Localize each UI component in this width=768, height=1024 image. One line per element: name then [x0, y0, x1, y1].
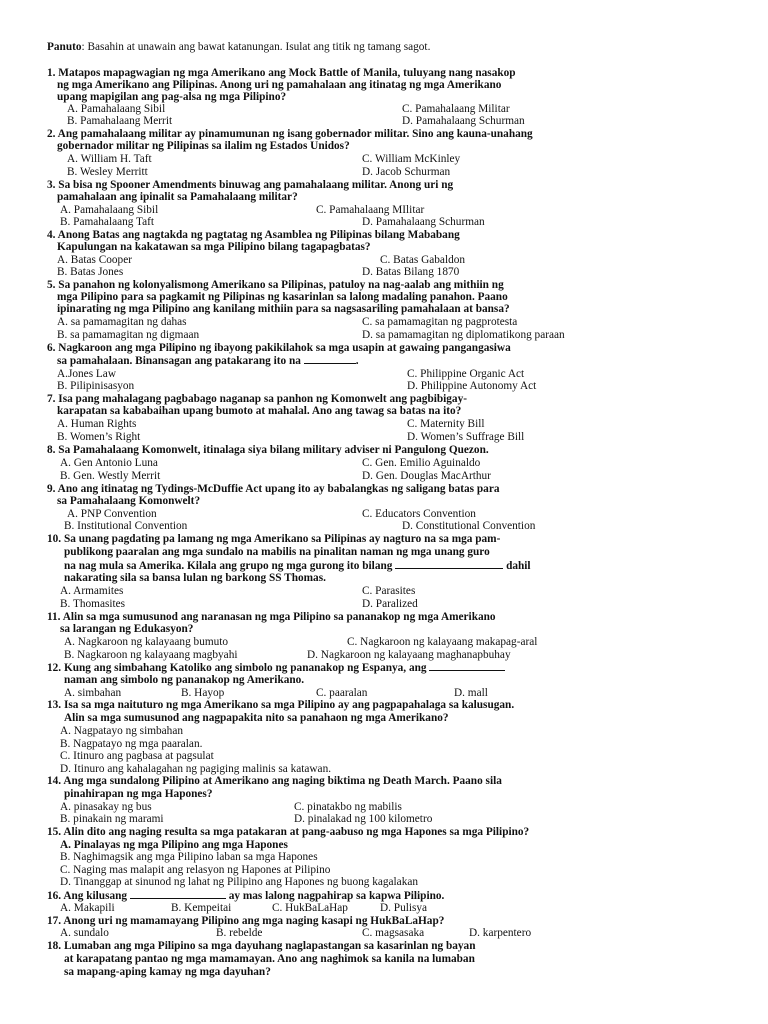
question-11-stem-line-2: sa larangan ng Edukasyon? [60, 623, 194, 635]
question-6-choice-b: B. Pilipinisasyon [57, 380, 135, 392]
question-8-choice-a: A. Gen Antonio Luna [60, 457, 158, 469]
question-15-choice-d: D. Tinanggap at sinunod ng lahat ng Pilipino ang Hapones ng buong kagalakan [60, 876, 419, 888]
question-9-choice-c: C. Educators Convention [362, 508, 476, 520]
question-18-stem-line-2: at karapatang pantao ng mga mamamayan. Ano ang naghimok sa kanila na lumaban [64, 953, 475, 965]
question-9-stem-line-2: sa Pamahalaang Komonwelt? [57, 495, 201, 507]
question-14-choice-c: C. pinatakbo ng mabilis [294, 801, 402, 813]
answer-blank [130, 889, 226, 899]
question-4-choice-d: D. Batas Bilang 1870 [362, 266, 460, 278]
question-1-choice-d: D. Pamahalaang Schurman [402, 115, 525, 127]
question-9-choice-d: D. Constitutional Convention [402, 520, 536, 532]
question-11-choice-c: C. Nagkaroon ng kalayaang makapag-aral [347, 636, 538, 648]
question-16-stem-text-2: ay mas lalong nagpahirap sa kapwa Pilipino. [228, 890, 445, 902]
question-3-stem-line-2: pamahalaan ang ipinalit sa Pamahalaang militar? [57, 191, 298, 203]
question-12-choice-c: C. paaralan [316, 687, 368, 699]
question-4-stem-line-2: Kapulungan na kakatawan sa mga Pilipino bilang tagapagbatas? [57, 241, 371, 253]
question-4-stem-line-1: 4. Anong Batas ang nagtakda ng pagtatag ng Asamblea ng Pilipinas bilang Mababang [47, 229, 460, 241]
question-1-stem-line-2: ng mga Amerikano ang Pilipinas. Anong uri ng pamahalaan ang itinatag ng mga Amerikano [57, 79, 502, 91]
question-10-stem-line-1: 10. Sa unang pagdating pa lamang ng mga Amerikano sa Pilipinas ay nagturo na sa mga pam- [47, 533, 501, 545]
question-8-choice-d: D. Gen. Douglas MacArthur [362, 470, 491, 482]
question-13-stem-line-1: 13. Isa sa mga naituturo ng mga Amerikano sa mga Pilipino ay ang pagpapahalaga sa kalusugan. [47, 699, 515, 711]
question-2-choice-c: C. William McKinley [362, 153, 461, 165]
question-15-choice-c: C. Naging mas malapit ang relasyon ng Hapones at Pilipino [60, 864, 331, 876]
question-12-choice-b: B. Hayop [181, 687, 225, 699]
question-7-choice-a: A. Human Rights [57, 418, 137, 430]
question-4-choice-b: B. Batas Jones [57, 266, 124, 278]
question-1-choice-b: B. Pamahalaang Merrit [67, 115, 173, 127]
question-1-stem-line-1: 1. Matapos mapagwagian ng mga Amerikano ang Mock Battle of Manila, tuluyang nang nasakop [47, 67, 516, 79]
question-6-choice-c: C. Philippine Organic Act [407, 368, 525, 380]
answer-blank [304, 354, 356, 364]
question-6-stem-line-1: 6. Nagkaroon ang mga Pilipino ng ibayong pakikilahok sa mga usapin at gawaing pangangasiwa [47, 342, 511, 354]
question-2-stem-line-1: 2. Ang pamahalaang militar ay pinamumunan ng isang gobernador militar. Sino ang kauna-unahang [47, 128, 533, 140]
question-11-choice-b: B. Nagkaroon ng kalayaang magbyahi [64, 649, 238, 661]
question-18-stem-line-3: sa mapang-aping kamay ng mga dayuhan? [64, 966, 271, 978]
question-10-choice-a: A. Armamites [60, 585, 124, 597]
question-10-stem-line-2: publikong paaralan ang mga sundalo na mabilis na pinalitan naman ng mga unang guro [64, 546, 490, 558]
question-4-choice-a: A. Batas Cooper [57, 254, 132, 266]
question-5-choice-c: C. sa pamamagitan ng pagprotesta [362, 316, 518, 328]
question-1-stem-line-3: upang mapigilan ang pag-alsa ng mga Pilipino? [57, 91, 287, 103]
question-7-choice-d: D. Women’s Suffrage Bill [407, 431, 525, 443]
question-3-choice-c: C. Pamahalaang MIlitar [316, 204, 425, 216]
question-17-choice-d: D. karpentero [469, 927, 532, 939]
question-12-stem-line-2: naman ang simbolo ng pananakop ng Amerikano. [64, 674, 305, 686]
question-14-stem-line-1: 14. Ang mga sundalong Pilipino at Amerikano ang naging biktima ng Death March. Paano sila [47, 775, 502, 787]
instructions-text: : Basahin at unawain ang bawat katanungan. Isulat ang titik ng tamang sagot. [81, 41, 431, 53]
question-5-stem-line-1: 5. Sa panahon ng kolonyalismong Amerikano sa Pilipinas, patuloy na nag-aalab ang mithiin ng [47, 279, 504, 291]
question-7-stem-line-2: karapatan sa kababaihan upang bumoto at mahalal. Ano ang tawag sa batas na ito? [57, 405, 462, 417]
question-11-choice-a: A. Nagkaroon ng kalayaang bumuto [64, 636, 229, 648]
question-13-choice-b: B. Nagpatayo ng mga paaralan. [60, 738, 203, 750]
question-16-choice-c: C. HukBaLaHap [272, 902, 348, 914]
question-5-choice-d: D. sa pamamagitan ng diplomatikong paraan [362, 329, 565, 341]
question-17-stem-line-1: 17. Anong uri ng mamamayang Pilipino ang mga naging kasapi ng HukBaLaHap? [47, 915, 445, 927]
question-7-choice-c: C. Maternity Bill [407, 418, 485, 430]
answer-blank [429, 661, 505, 671]
question-3-choice-b: B. Pamahalaang Taft [60, 216, 155, 228]
question-2-choice-b: B. Wesley Merritt [67, 166, 148, 178]
question-9-choice-b: B. Institutional Convention [64, 520, 188, 532]
question-16-choice-b: B. Kempeitai [171, 902, 232, 914]
question-5-choice-a: A. sa pamamagitan ng dahas [57, 316, 187, 328]
question-17-choice-c: C. magsasaka [362, 927, 425, 939]
question-17-choice-b: B. rebelde [216, 927, 263, 939]
question-16-stem-text: 16. Ang kilusang [47, 890, 128, 902]
question-12-stem-text: 12. Kung ang simbahang Katoliko ang simbolo ng pananakop ng Espanya, ang [47, 662, 427, 674]
question-16-stem-line-1 [47, 889, 444, 903]
question-10-choice-d: D. Paralized [362, 598, 418, 610]
question-5-choice-b: B. sa pamamagitan ng digmaan [57, 329, 200, 341]
question-10-choice-c: C. Parasites [362, 585, 416, 597]
question-2-choice-d: D. Jacob Schurman [362, 166, 451, 178]
question-10-stem-line-3 [64, 559, 531, 573]
question-12-choice-d: D. mall [454, 687, 488, 699]
question-11-choice-d: D. Nagkaroon ng kalayaang maghanapbuhay [307, 649, 511, 661]
question-10-stem-text: na nag mula sa Amerika. Kilala ang grupo ng mga gurong ito bilang [64, 560, 393, 572]
question-3-choice-a: A. Pamahalaang Sibil [60, 204, 159, 216]
question-2-choice-a: A. William H. Taft [67, 153, 152, 165]
question-7-choice-b: B. Women’s Right [57, 431, 141, 443]
question-8-stem-line-1: 8. Sa Pamahalaang Komonwelt, itinalaga siya bilang military adviser ni Pangulong Quezon. [47, 444, 489, 456]
question-3-choice-d: D. Pamahalaang Schurman [362, 216, 485, 228]
question-18-stem-line-1: 18. Lumaban ang mga Pilipino sa mga dayuhang naglapastangan sa kasarinlan ng bayan [47, 940, 476, 952]
question-6-stem-line-2 [57, 354, 359, 368]
question-6-choice-d: D. Philippine Autonomy Act [407, 380, 537, 392]
question-7-stem-line-1: 7. Isa pang mahalagang pagbabago naganap sa panhon ng Komonwelt ang pagbibigay- [47, 393, 467, 405]
instructions [47, 41, 430, 54]
question-9-choice-a: A. PNP Convention [67, 508, 157, 520]
question-1-choice-c: C. Pamahalaang Militar [402, 103, 510, 115]
question-15-choice-a: A. Pinalayas ng mga Pilipino ang mga Hapones [60, 839, 288, 851]
question-13-choice-d: D. Itinuro ang kahalagahan ng pagiging malinis sa katawan. [60, 763, 332, 775]
question-14-stem-line-2: pinahirapan ng mga Hapones? [64, 788, 213, 800]
question-14-choice-b: B. pinakain ng marami [60, 813, 164, 825]
question-12-stem-line-1 [47, 661, 505, 675]
question-6-choice-a: A.Jones Law [57, 368, 116, 380]
question-15-choice-b: B. Naghimagsik ang mga Pilipino laban sa mga Hapones [60, 851, 318, 863]
question-12-choice-a: A. simbahan [64, 687, 122, 699]
question-2-stem-line-2: gobernador militar ng Pilipinas sa ilalim ng Estados Unidos? [57, 140, 350, 152]
question-5-stem-line-3: ipinarating ng mga Pilipino ang kanilang mithiin para sa nagsasariling pamahalaan at bansa? [57, 303, 510, 315]
question-17-choice-a: A. sundalo [60, 927, 109, 939]
question-13-choice-a: A. Nagpatayo ng simbahan [60, 725, 183, 737]
instructions-label: Panuto [47, 41, 82, 53]
question-6-stem-period: . [355, 355, 359, 367]
question-1-choice-a: A. Pamahalaang Sibil [67, 103, 166, 115]
question-13-stem-line-2: Alin sa mga sumusunod ang nagpapakita nito sa panahaon ng mga Amerikano? [64, 712, 449, 724]
question-16-choice-a: A. Makapili [60, 902, 115, 914]
question-15-stem-line-1: 15. Alin dito ang naging resulta sa mga patakaran at pang-aabuso ng mga Hapones sa mga Pilipino? [47, 826, 530, 838]
question-6-stem-text: sa pamahalaan. Binansagan ang patakarang ito na [57, 355, 301, 367]
question-10-choice-b: B. Thomasites [60, 598, 126, 610]
question-14-choice-d: D. pinalakad ng 100 kilometro [294, 813, 433, 825]
question-5-stem-line-2: mga Pilipino para sa pagkamit ng Pilipinas ng kasarinlan sa lalong madaling panahon. Paano [57, 291, 508, 303]
question-8-choice-c: C. Gen. Emilio Aguinaldo [362, 457, 481, 469]
question-8-choice-b: B. Gen. Westly Merrit [60, 470, 161, 482]
question-16-choice-d: D. Pulisya [380, 902, 428, 914]
question-11-stem-line-1: 11. Alin sa mga sumusunod ang naranasan ng mga Pilipino sa pananakop ng mga Amerikano [47, 611, 496, 623]
question-4-choice-c: C. Batas Gabaldon [380, 254, 466, 266]
question-13-choice-c: C. Itinuro ang pagbasa at pagsulat [60, 750, 214, 762]
question-10-stem-line-4: nakarating sila sa bansa lulan ng barkong SS Thomas. [64, 572, 326, 584]
question-10-stem-dahil: dahil [506, 560, 531, 572]
question-14-choice-a: A. pinasakay ng bus [60, 801, 152, 813]
question-9-stem-line-1: 9. Ano ang itinatag ng Tydings-McDuffie Act upang ito ay babalangkas ng saligang batas para [47, 483, 500, 495]
answer-blank [395, 559, 503, 569]
question-3-stem-line-1: 3. Sa bisa ng Spooner Amendments binuwag ang pamahalaang militar. Anong uri ng [47, 179, 454, 191]
